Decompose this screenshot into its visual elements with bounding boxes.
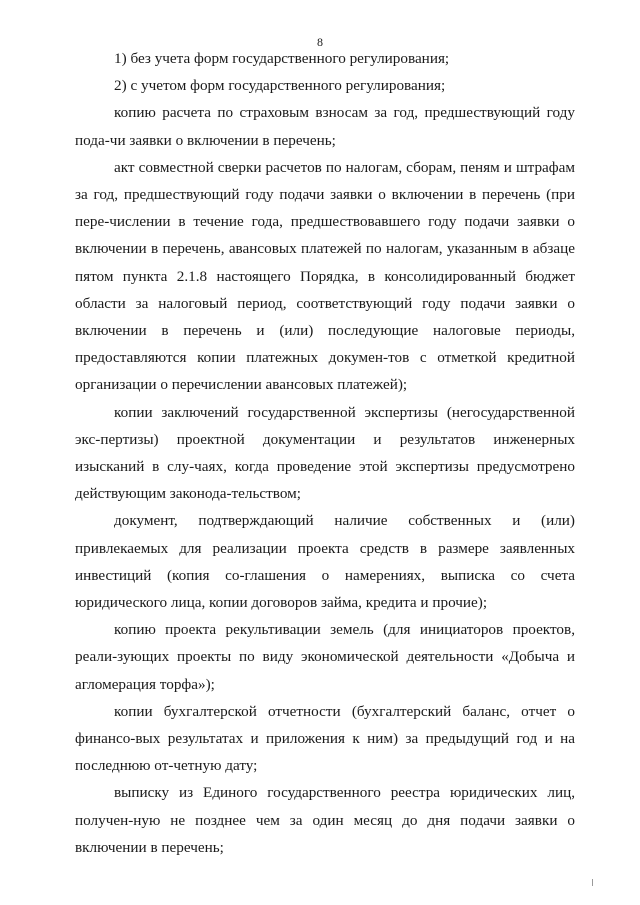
paragraph-accounting-reports: копии бухгалтерской отчетности (бухгалтерский баланс, отчет о финансо-вых результатах и приложения к ним) за предыдущий год и на последнюю от-четную дату; (75, 702, 575, 775)
paragraph-funds-confirmation: документ, подтверждающий наличие собственных и (или) привлекаемых для реализации проекта средств в размере заявленных инвестиций (копия со-глашения о намерениях, выписка со счета юридического лица, копии договоров займа, кредита и прочие); (75, 512, 575, 612)
paragraph-state-expertise: копии заключений государственной экспертизы (негосударственной экс-пертизы) проектной документации и результатов инженерных изысканий в слу-чаях, когда проведение этой экспертизы предусмотрено действующим законода-тельством; (75, 403, 575, 503)
page-number: 8 (317, 35, 323, 49)
scan-edge-mark (592, 879, 593, 886)
paragraph-item-1: 1) без учета форм государственного регулирования; (114, 50, 450, 67)
paragraph-item-2: 2) с учетом форм государственного регулирования; (114, 77, 446, 95)
paragraph-insurance-calc: копию расчета по страховым взносам за год, предшествующий году пода-чи заявки о включении в перечень; (75, 104, 575, 149)
document-body (75, 45, 575, 861)
paragraph-tax-reconciliation: акт совместной сверки расчетов по налогам, сборам, пеням и штрафам за год, предшествующий году подачи заявки о включении в перечень (при пере-числении в течение года, предшествовавшего году подачи заявки о включении в перечень, авансовых платежей по налогам, указанным в абзаце пятом пункта 2.1.8 настоящего Порядка, в консолидированный бюджет области за налоговый период, соответствующий году подачи заявки о включении в перечень и (или) последующие налоговые периоды, предоставляются копии платежных докумен-тов с отметкой кредитной организации о перечислении авансовых платежей); (75, 158, 575, 394)
paragraph-registry-extract: выписку из Единого государственного реестра юридических лиц, получен-ную не позднее чем за один месяц до дня подачи заявки о включении в перечень; (75, 784, 575, 856)
paragraph-land-recultivation: копию проекта рекультивации земель (для инициаторов проектов, реали-зующих проекты по виду экономической деятельности «Добыча и агломерация торфа»); (75, 621, 575, 693)
